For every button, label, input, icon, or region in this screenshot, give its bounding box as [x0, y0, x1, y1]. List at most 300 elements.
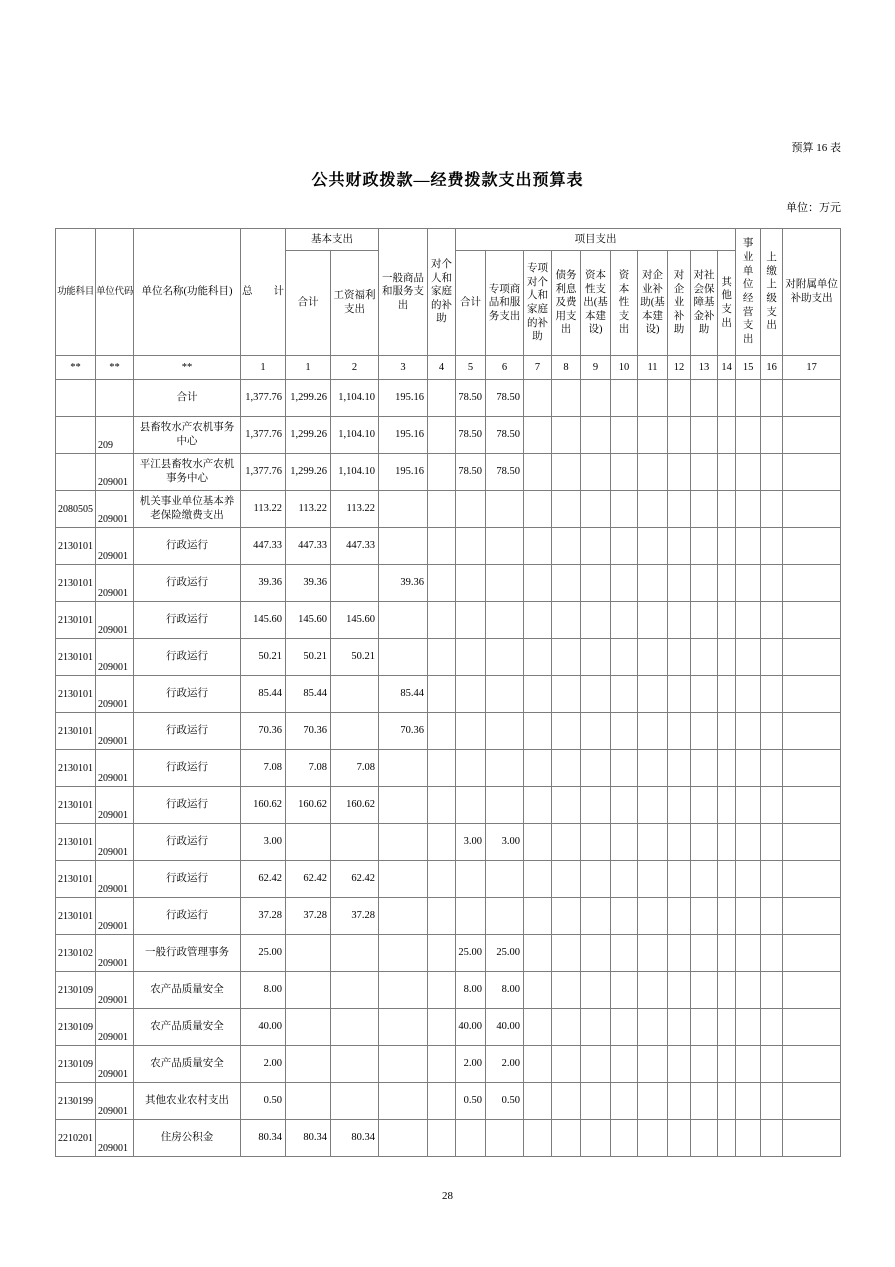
amount-cell	[668, 787, 691, 824]
amount-cell: 447.33	[241, 528, 286, 565]
amount-cell	[552, 861, 581, 898]
amount-cell	[691, 454, 718, 491]
function-code-cell	[56, 454, 96, 491]
amount-cell	[691, 750, 718, 787]
amount-cell: 50.21	[331, 639, 379, 676]
amount-cell	[668, 380, 691, 417]
amount-cell	[428, 602, 456, 639]
amount-cell	[638, 602, 668, 639]
amount-cell	[736, 972, 761, 1009]
amount-cell	[581, 861, 611, 898]
amount-cell	[428, 935, 456, 972]
amount-cell	[581, 602, 611, 639]
amount-cell	[668, 1120, 691, 1157]
amount-cell	[428, 528, 456, 565]
amount-cell	[736, 417, 761, 454]
amount-cell	[718, 676, 736, 713]
table-row	[56, 787, 841, 824]
page-title: 公共财政拨款—经费拨款支出预算表	[311, 172, 584, 189]
amount-cell	[638, 824, 668, 861]
amount-cell	[456, 787, 486, 824]
amount-cell: 37.28	[286, 898, 331, 935]
amount-cell	[668, 824, 691, 861]
amount-cell	[761, 824, 783, 861]
header-social-security-fund: 对社会保障基金补助	[691, 251, 718, 356]
amount-cell	[379, 639, 428, 676]
amount-cell: 1,377.76	[241, 454, 286, 491]
amount-cell	[691, 1009, 718, 1046]
table-row	[56, 565, 841, 602]
column-number-cell: **	[134, 356, 241, 380]
amount-cell	[638, 639, 668, 676]
column-number-cell: 12	[668, 356, 691, 380]
amount-cell	[552, 1009, 581, 1046]
amount-cell	[668, 898, 691, 935]
unit-code-cell: 209001	[96, 1009, 134, 1046]
amount-cell	[286, 972, 331, 1009]
amount-cell	[581, 935, 611, 972]
amount-cell	[581, 898, 611, 935]
amount-cell	[552, 491, 581, 528]
unit-name-cell: 行政运行	[134, 602, 241, 639]
amount-cell	[691, 713, 718, 750]
unit-code-cell: 209001	[96, 676, 134, 713]
amount-cell	[668, 565, 691, 602]
amount-cell	[736, 565, 761, 602]
amount-cell	[718, 750, 736, 787]
amount-cell	[783, 676, 841, 713]
table-row	[56, 639, 841, 676]
column-number-cell: 4	[428, 356, 456, 380]
function-code-cell: 2130101	[56, 528, 96, 565]
unit-name-cell: 农产品质量安全	[134, 1009, 241, 1046]
amount-cell	[718, 972, 736, 1009]
unit-name-cell: 行政运行	[134, 824, 241, 861]
amount-cell	[428, 750, 456, 787]
amount-cell	[331, 676, 379, 713]
amount-cell	[668, 750, 691, 787]
header-enterprise-basic-construction: 对企业补助(基本建设)	[638, 251, 668, 356]
amount-cell	[718, 417, 736, 454]
amount-cell	[379, 1009, 428, 1046]
amount-cell	[638, 1120, 668, 1157]
function-code-cell: 2130101	[56, 898, 96, 935]
amount-cell: 70.36	[379, 713, 428, 750]
amount-cell	[486, 565, 524, 602]
amount-cell: 160.62	[286, 787, 331, 824]
amount-cell	[718, 1009, 736, 1046]
amount-cell	[736, 491, 761, 528]
amount-cell	[668, 861, 691, 898]
amount-cell	[486, 713, 524, 750]
amount-cell	[761, 861, 783, 898]
amount-cell	[524, 528, 552, 565]
amount-cell	[456, 898, 486, 935]
amount-cell	[428, 676, 456, 713]
amount-cell	[524, 713, 552, 750]
amount-cell	[761, 454, 783, 491]
header-special-personal-family: 专项对个人和家庭的补助	[524, 251, 552, 356]
amount-cell	[736, 676, 761, 713]
amount-cell	[428, 380, 456, 417]
amount-cell: 25.00	[486, 935, 524, 972]
amount-cell: 85.44	[379, 676, 428, 713]
amount-cell	[428, 417, 456, 454]
amount-cell	[552, 787, 581, 824]
amount-cell	[428, 861, 456, 898]
amount-cell	[286, 1046, 331, 1083]
amount-cell: 40.00	[486, 1009, 524, 1046]
function-code-cell: 2130101	[56, 861, 96, 898]
table-row	[56, 602, 841, 639]
amount-cell	[668, 491, 691, 528]
amount-cell	[456, 750, 486, 787]
amount-cell	[783, 1046, 841, 1083]
amount-cell: 0.50	[241, 1083, 286, 1120]
amount-cell: 3.00	[456, 824, 486, 861]
amount-cell	[638, 528, 668, 565]
amount-cell	[638, 750, 668, 787]
amount-cell: 1,377.76	[241, 417, 286, 454]
amount-cell	[456, 1120, 486, 1157]
amount-cell	[736, 454, 761, 491]
amount-cell	[524, 1009, 552, 1046]
header-enterprise-subsidy: 对企业补助	[668, 251, 691, 356]
amount-cell	[611, 824, 638, 861]
table-row	[56, 380, 841, 417]
table-row	[56, 1120, 841, 1157]
amount-cell	[581, 491, 611, 528]
amount-cell: 0.50	[456, 1083, 486, 1120]
function-code-cell	[56, 380, 96, 417]
amount-cell	[552, 639, 581, 676]
amount-cell	[552, 972, 581, 1009]
amount-cell	[581, 713, 611, 750]
amount-cell: 2.00	[241, 1046, 286, 1083]
header-wage-welfare: 工资福利支出	[331, 251, 379, 356]
amount-cell	[379, 491, 428, 528]
function-code-cell: 2130101	[56, 824, 96, 861]
amount-cell	[761, 1120, 783, 1157]
amount-cell	[736, 380, 761, 417]
column-number-cell: 8	[552, 356, 581, 380]
amount-cell	[611, 1046, 638, 1083]
table-row	[56, 676, 841, 713]
amount-cell	[552, 528, 581, 565]
amount-cell	[668, 528, 691, 565]
amount-cell	[581, 1046, 611, 1083]
amount-cell	[552, 676, 581, 713]
amount-cell: 62.42	[331, 861, 379, 898]
unit-code-cell: 209001	[96, 861, 134, 898]
amount-cell	[486, 750, 524, 787]
amount-cell	[611, 713, 638, 750]
unit-code-cell: 209	[96, 417, 134, 454]
amount-cell	[761, 972, 783, 1009]
amount-cell	[736, 824, 761, 861]
amount-cell	[783, 565, 841, 602]
unit-name-cell: 农产品质量安全	[134, 1046, 241, 1083]
amount-cell	[718, 565, 736, 602]
amount-cell: 40.00	[241, 1009, 286, 1046]
amount-cell: 78.50	[486, 454, 524, 491]
amount-cell	[581, 454, 611, 491]
amount-cell	[691, 861, 718, 898]
amount-cell	[611, 639, 638, 676]
amount-cell	[581, 676, 611, 713]
amount-cell	[611, 528, 638, 565]
amount-cell	[379, 1046, 428, 1083]
amount-cell: 1,299.26	[286, 454, 331, 491]
amount-cell	[668, 676, 691, 713]
header-unit-code: 单位代码	[96, 229, 134, 356]
amount-cell: 70.36	[286, 713, 331, 750]
amount-cell: 80.34	[286, 1120, 331, 1157]
amount-cell	[581, 565, 611, 602]
amount-cell: 62.42	[286, 861, 331, 898]
amount-cell	[736, 1083, 761, 1120]
unit-code-cell: 209001	[96, 491, 134, 528]
amount-cell	[783, 1120, 841, 1157]
amount-cell	[456, 676, 486, 713]
function-code-cell: 2130101	[56, 602, 96, 639]
amount-cell	[524, 824, 552, 861]
amount-cell	[691, 898, 718, 935]
unit-name-cell: 行政运行	[134, 713, 241, 750]
amount-cell	[761, 565, 783, 602]
amount-cell	[783, 861, 841, 898]
amount-cell	[552, 565, 581, 602]
amount-cell	[736, 602, 761, 639]
amount-cell	[379, 824, 428, 861]
amount-cell: 50.21	[286, 639, 331, 676]
amount-cell	[638, 565, 668, 602]
header-business-operation: 事业单位经营支出	[736, 229, 761, 356]
function-code-cell: 2130101	[56, 676, 96, 713]
amount-cell	[581, 639, 611, 676]
amount-cell	[524, 565, 552, 602]
amount-cell: 39.36	[241, 565, 286, 602]
amount-cell	[736, 787, 761, 824]
amount-cell	[524, 1083, 552, 1120]
amount-cell: 7.08	[331, 750, 379, 787]
column-number-cell: 9	[581, 356, 611, 380]
amount-cell	[524, 787, 552, 824]
amount-cell: 37.28	[331, 898, 379, 935]
unit-name-cell: 行政运行	[134, 676, 241, 713]
amount-cell	[783, 491, 841, 528]
amount-cell	[331, 1009, 379, 1046]
amount-cell	[524, 417, 552, 454]
amount-cell: 70.36	[241, 713, 286, 750]
table-row	[56, 528, 841, 565]
function-code-cell: 2130199	[56, 1083, 96, 1120]
amount-cell: 80.34	[331, 1120, 379, 1157]
amount-cell	[691, 602, 718, 639]
amount-cell: 50.21	[241, 639, 286, 676]
amount-cell	[761, 380, 783, 417]
amount-cell: 37.28	[241, 898, 286, 935]
amount-cell	[456, 565, 486, 602]
amount-cell	[718, 898, 736, 935]
amount-cell: 62.42	[241, 861, 286, 898]
amount-cell	[379, 861, 428, 898]
amount-cell: 145.60	[241, 602, 286, 639]
amount-cell	[691, 1083, 718, 1120]
amount-cell	[379, 750, 428, 787]
amount-cell: 78.50	[456, 417, 486, 454]
amount-cell: 40.00	[456, 1009, 486, 1046]
amount-cell	[611, 565, 638, 602]
unit-code-cell: 209001	[96, 898, 134, 935]
amount-cell	[428, 454, 456, 491]
budget-table	[55, 228, 841, 1157]
amount-cell	[524, 861, 552, 898]
column-number-cell: 16	[761, 356, 783, 380]
amount-cell	[486, 602, 524, 639]
amount-cell	[428, 898, 456, 935]
amount-cell	[611, 676, 638, 713]
amount-cell	[638, 1009, 668, 1046]
amount-cell	[428, 639, 456, 676]
amount-cell	[379, 602, 428, 639]
amount-cell	[552, 1046, 581, 1083]
unit-name-cell: 行政运行	[134, 787, 241, 824]
amount-cell	[428, 824, 456, 861]
amount-cell	[524, 898, 552, 935]
amount-cell: 2.00	[486, 1046, 524, 1083]
amount-cell	[286, 935, 331, 972]
amount-cell	[552, 380, 581, 417]
unit-label: 单位：万元	[786, 202, 841, 214]
unit-name-cell: 住房公积金	[134, 1120, 241, 1157]
amount-cell	[286, 1083, 331, 1120]
amount-cell	[524, 972, 552, 1009]
amount-cell	[691, 972, 718, 1009]
function-code-cell: 2130102	[56, 935, 96, 972]
column-number-cell: 6	[486, 356, 524, 380]
amount-cell	[456, 713, 486, 750]
amount-cell	[486, 787, 524, 824]
header-capital-expenditure: 资本性支出	[611, 251, 638, 356]
amount-cell	[456, 528, 486, 565]
amount-cell	[638, 898, 668, 935]
amount-cell	[524, 602, 552, 639]
amount-cell	[783, 898, 841, 935]
amount-cell	[456, 861, 486, 898]
unit-name-cell: 行政运行	[134, 565, 241, 602]
amount-cell	[428, 713, 456, 750]
header-unit-name: 单位名称(功能科目)	[134, 229, 241, 356]
amount-cell	[783, 972, 841, 1009]
amount-cell	[691, 528, 718, 565]
unit-code-cell: 209001	[96, 750, 134, 787]
function-code-cell: 2130101	[56, 787, 96, 824]
amount-cell	[581, 1009, 611, 1046]
column-number-cell: **	[56, 356, 96, 380]
amount-cell	[428, 1083, 456, 1120]
amount-cell	[691, 787, 718, 824]
unit-code-cell: 209001	[96, 454, 134, 491]
amount-cell	[761, 1083, 783, 1120]
amount-cell	[718, 639, 736, 676]
amount-cell	[668, 1046, 691, 1083]
amount-cell	[718, 787, 736, 824]
amount-cell: 39.36	[379, 565, 428, 602]
table-row	[56, 750, 841, 787]
amount-cell: 85.44	[241, 676, 286, 713]
amount-cell	[611, 417, 638, 454]
amount-cell	[638, 417, 668, 454]
unit-code-cell: 209001	[96, 639, 134, 676]
amount-cell	[638, 380, 668, 417]
amount-cell: 7.08	[241, 750, 286, 787]
amount-cell	[638, 972, 668, 1009]
amount-cell: 2.00	[456, 1046, 486, 1083]
function-code-cell: 2130101	[56, 713, 96, 750]
header-general-goods-services: 一般商品和服务支出	[379, 229, 428, 356]
amount-cell	[761, 639, 783, 676]
amount-cell	[456, 491, 486, 528]
amount-cell	[638, 491, 668, 528]
header-upper-level-payment: 上缴上级支出	[761, 229, 783, 356]
amount-cell	[331, 713, 379, 750]
amount-cell: 3.00	[486, 824, 524, 861]
amount-cell	[668, 972, 691, 1009]
amount-cell	[668, 639, 691, 676]
amount-cell	[783, 639, 841, 676]
amount-cell: 145.60	[331, 602, 379, 639]
unit-code-cell: 209001	[96, 713, 134, 750]
amount-cell	[783, 454, 841, 491]
amount-cell: 160.62	[241, 787, 286, 824]
amount-cell	[736, 935, 761, 972]
table-row	[56, 898, 841, 935]
amount-cell	[552, 750, 581, 787]
amount-cell	[524, 1120, 552, 1157]
header-affiliated-unit-subsidy: 对附属单位补助支出	[783, 229, 841, 356]
amount-cell	[691, 565, 718, 602]
unit-code-cell: 209001	[96, 972, 134, 1009]
unit-name-cell: 县畜牧水产农机事务中心	[134, 417, 241, 454]
unit-code-cell: 209001	[96, 565, 134, 602]
function-code-cell: 2210201	[56, 1120, 96, 1157]
unit-code-cell: 209001	[96, 787, 134, 824]
unit-code-cell: 209001	[96, 935, 134, 972]
table-row	[56, 824, 841, 861]
amount-cell	[668, 417, 691, 454]
amount-cell: 8.00	[456, 972, 486, 1009]
unit-code-cell: 209001	[96, 824, 134, 861]
header-group-project-expenditure: 项目支出	[456, 229, 736, 251]
amount-cell	[691, 935, 718, 972]
header-row-groups	[56, 229, 841, 251]
amount-cell	[718, 824, 736, 861]
amount-cell	[581, 417, 611, 454]
amount-cell	[736, 1046, 761, 1083]
table-number-label: 预算 16 表	[791, 142, 841, 154]
amount-cell	[611, 898, 638, 935]
amount-cell	[761, 1009, 783, 1046]
amount-cell	[486, 676, 524, 713]
amount-cell	[736, 1120, 761, 1157]
table-row	[56, 417, 841, 454]
amount-cell: 1,299.26	[286, 380, 331, 417]
amount-cell	[581, 750, 611, 787]
amount-cell: 25.00	[241, 935, 286, 972]
amount-cell	[638, 861, 668, 898]
amount-cell	[552, 454, 581, 491]
